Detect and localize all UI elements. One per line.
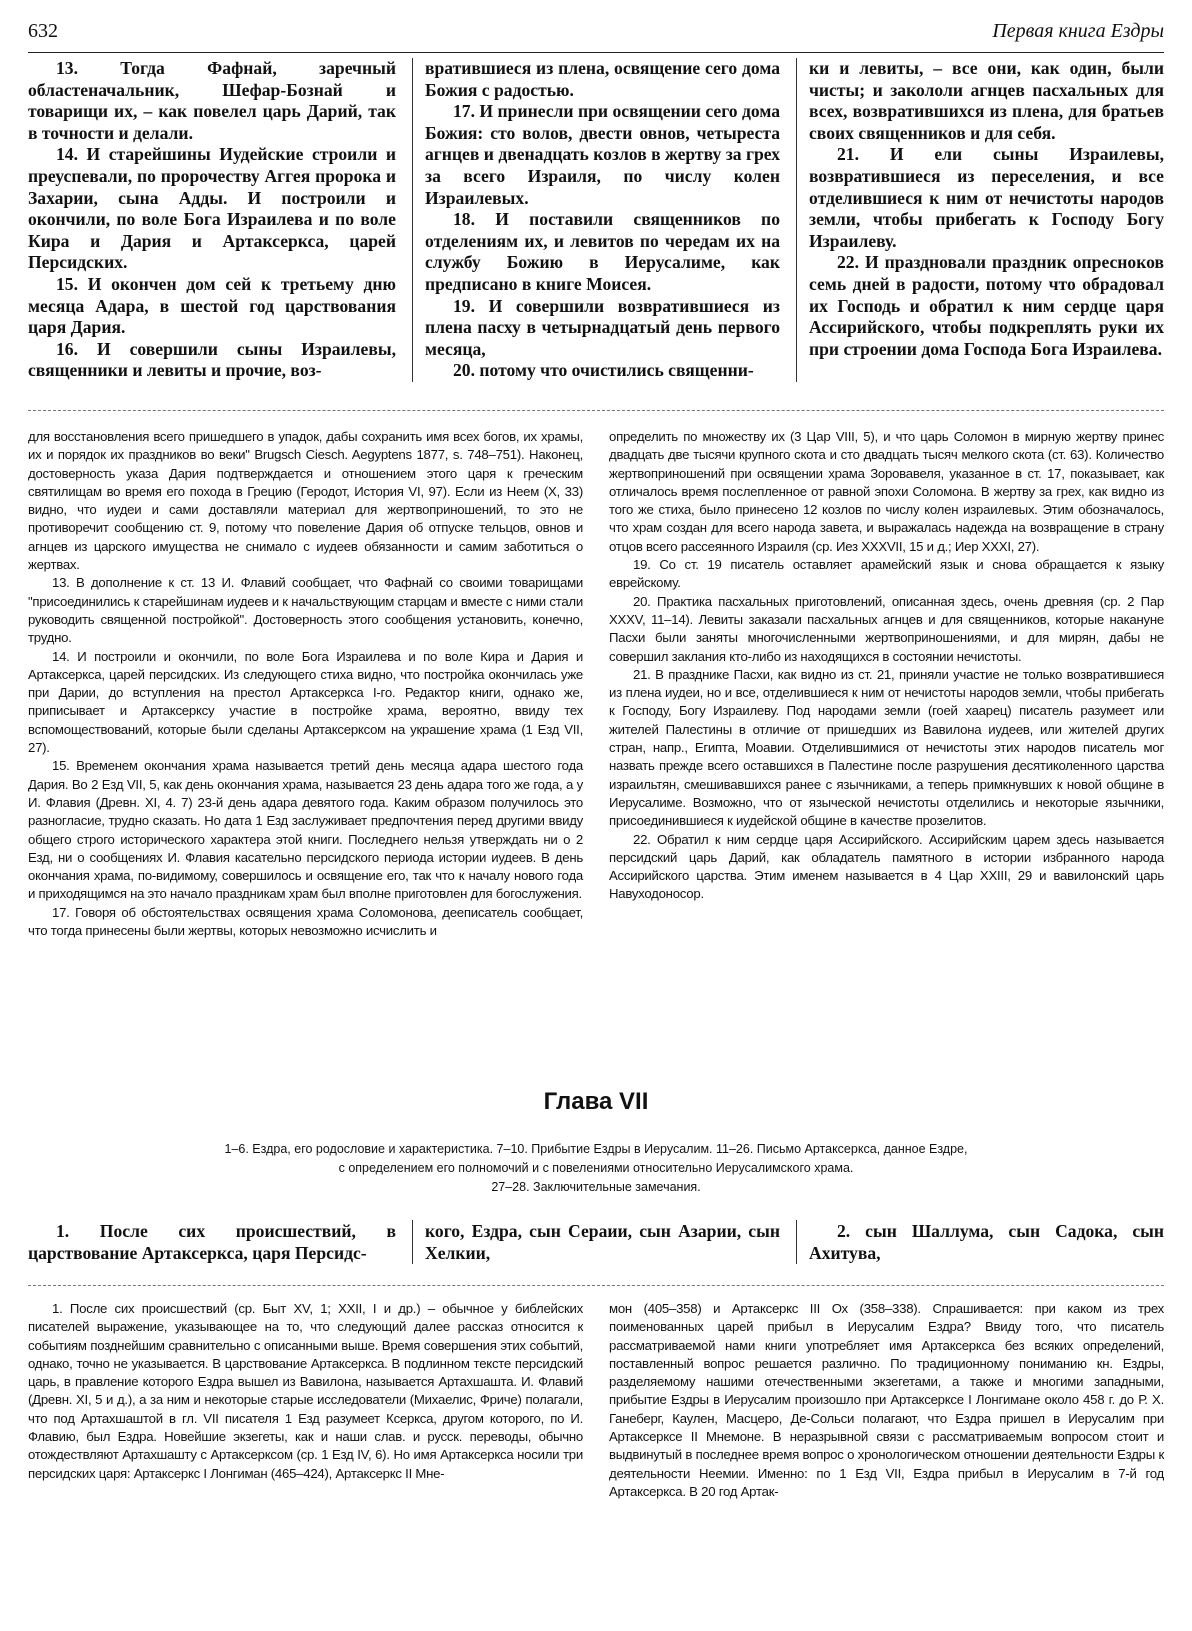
bible-text-block	[28, 58, 1164, 382]
commentary-paragraph: мон (405–358) и Артаксеркс III Ох (358–338). Спрашивается: при каком из трех поименованных царей прибыл в Иерусалим Ездра? Ввиду того, что писатель рассматриваемой нами книги употребляет имя Артаксеркса без всяких определений, поставленный вопрос решается различно. По традиционному пониманию кн. Ездры, разделяемому нашими отечественными экзегетами, а также и многими западными, прибытие Ездры в Иерусалим произошло при Артаксерксе I Лонгимане около 458 г. до Р. Х. Ганеберг, Каулен, Масцеро, Де-Сольси полагают, что Ездра пришел в Иерусалим при Артаксерксе II Мнемоне. В неразрывной связи с рассматриваемым вопросом стоит и выдвинутый в последнее время вопрос о хронологическом отношении деятельности Ездры к деятельности Неемии. Именно: по 1 Езд VII, Ездра прибыл в Иерусалим в 7-й год Артаксеркса. В 20 год Артак-	[609, 1301, 1164, 1499]
chapter-title: Глава VII	[543, 1088, 649, 1115]
commentary-column-right	[609, 428, 1164, 940]
commentary-block-1	[28, 428, 1164, 940]
commentary-paragraph: 19. Со ст. 19 писатель оставляет арамейский язык и снова обращается к языку еврейскому.	[609, 557, 1164, 591]
verse-paragraph: 1. После сих происшествий, в царствование Артаксеркса, царя Персидс-	[28, 1221, 396, 1263]
commentary-paragraph: 20. Практика пасхальных приготовлений, описанная здесь, очень древняя (ср. 2 Пар XXXV, 11–14). Левиты заказали пасхальных агнцев и для священников, которые накануне Пасхи были заняты многочисленными жертвоприношениями, и для мирян, дабы не совершил заклания кто-либо из находящихся в состоянии нечистоты.	[609, 593, 1164, 664]
commentary-column-left	[28, 1300, 583, 1501]
verse-paragraph: 18. И поставили священников по отделениям их, и левитов по чередам их на службу Божию в Иерусалиме, как предписано в книге Моисея.	[425, 209, 780, 294]
verse-paragraph: 17. И принесли при освящении сего дома Божия: сто волов, двести овнов, четыреста агнцев и двенадцать козлов в жертву за грех за всего Израиля, по числу колен Израилевых.	[425, 101, 780, 208]
commentary-paragraph: 15. Временем окончания храма называется третий день месяца адара шестого года Дария. Во 2 Езд VII, 5, как день окончания храма, называется 23 день адара того же года, а у И. Флавия (Древн. XI, 4. 7) 23-й день адара девятого года. Каким образом получилось это разногласие, трудно сказать. Но дата 1 Езд заслуживает предпочтения перед другими ввиду общего строго исторического характера этой книги. Последнего нельзя утверждать ни о 2 Езд, ни о сообщениях И. Флавия касательно персидского периода истории иудеев. В день окончания храма, по-видимому, совершилось и освящение его, так что к началу нового года и приходящимся на это начало праздникам храм был вполне приготовлен для богослужения.	[28, 758, 583, 902]
verse-paragraph: 13. Тогда Фафнай, заречный областеначальник, Шефар-Бознай и товарищи их, – как повелел царь Дарий, так в точности и делали.	[28, 58, 396, 143]
commentary-paragraph: для восстановления всего пришедшего в упадок, дабы сохранить имя всех богов, их храмы, их и порядок их праздников во веки" Brugsch Ciesch. Aegyptens 1877, s. 748–751). Наконец, достоверность указа Дария подтверждается и отношением этого царя к греческим святилищам во время его похода в Грецию (Геродот, История VI, 97). Если из Неем (X, 33) видно, что иудеи и сами доставляли материал для жертвоприношений, то это не противоречит сообщению ст. 9, потому что повеление Дария об отпуске тельцов, овнов и агнцев из царского имущества не снимало с иудеев обязанности и самим заботиться о жертвах.	[28, 429, 583, 573]
bible-column-3	[796, 1220, 1164, 1264]
verse-paragraph: кого, Ездра, сын Сераии, сын Азарии, сын Хелкии,	[425, 1221, 780, 1263]
verse-paragraph: вратившиеся из плена, освящение сего дома Божия с радостью.	[425, 58, 780, 100]
commentary-paragraph: 22. Обратил к ним сердце царя Ассирийского. Ассирийским царем здесь называется персидский царь Дарий, как обладатель памятного в истории избранного народа Ассирийского царства. Этим именем называется в 4 Цар XXIII, 29 и вавилонский царь Навуходоносор.	[609, 831, 1164, 902]
verse-paragraph: 21. И ели сыны Израилевы, возвратившиеся из переселения, и все отделившиеся к ним от нечистоты народов земли, чтобы прибегать к Господу Богу Израилеву.	[809, 144, 1164, 251]
commentary-paragraph: 21. В празднике Пасхи, как видно из ст. 21, приняли участие не только возвратившиеся из плена иудеи, но и все, отделившиеся к ним от нечистоты народов земли, чтобы прибегать к Господу, Богу Израилеву. Под народами земли (гоей хаарец) писатель разумеет или жителей Палестины в отличие от пришедших из Вавилона иудеев, или жителей других стран, напр., Египта, Моавии. Отделившимися от нечистоты этих народов писатель мог назвать прежде всего оставшихся в Палестине после разрушения десятиколенного царства израильтян, смешивавшихся ранее с язычниками, а теперь примкнувших к новой общине в Иерусалиме. Возможно, что от языческой нечистоты отделились и некоторые язычники, присоединившиеся к иудейской общине в качестве прозелитов.	[609, 666, 1164, 829]
verse-paragraph: 2. сын Шаллума, сын Садока, сын Ахитува,	[809, 1221, 1164, 1263]
bible-column-1	[28, 1220, 396, 1264]
verse-paragraph: 14. И старейшины Иудейские строили и преуспевали, по пророчеству Аггея пророка и Захарии, сына Адды. И построили и окончили, по воле Бога Израилева и по воле Кира и Дария и Артаксеркса, царей Персидских.	[28, 144, 396, 273]
commentary-column-left	[28, 428, 583, 940]
running-title: Первая книга Ездры	[992, 20, 1164, 42]
summary-line: с определением его полномочий и с повелениями относительно Иерусалимского храма.	[338, 1161, 854, 1175]
commentary-paragraph: 1. После сих происшествий (ср. Быт XV, 1; XXII, I и др.) – обычное у библейских писателей выражение, указывающее на то, что следующий далее рассказ относится к событиям позднейшим сравнительно с описанными выше. Время совершения этих событий, однако, точно не указывается. В царствование Артаксеркса. В подлинном тексте персидский царь, в правление которого Ездра вышел из Вавилона, называется Артахшашта. И. Флавий (Древн. XI, 5 и д.), а за ним и некоторые старые исследователи (Михаелис, Фриче) полагали, что под Артахшаштой в гл. VII писателя 1 Езд разумеет Ксеркса, другом которого, по И. Флавию, был Ездра. Новейшие экзегеты, как и наши слав. и русск. переводы, обычно отождествляют Артахшашту с Артаксерксом (ср. 1 Езд IV, 6). Но имя Артаксеркса носили три персидских царя: Артаксеркс I Лонгиман (465–424), Артаксеркс II Мне-	[28, 1301, 583, 1481]
commentary-paragraph: 17. Говоря об обстоятельствах освящения храма Соломонова, дееписатель сообщает, что тогда принесены были жертвы, которых невозможно исчислить и	[28, 904, 583, 939]
summary-line: 27–28. Заключительные замечания.	[491, 1180, 701, 1194]
commentary-column-right	[609, 1300, 1164, 1501]
commentary-block-2	[28, 1300, 1164, 1501]
bible-text-block-2	[28, 1220, 1164, 1264]
bible-column-2	[412, 1220, 780, 1264]
commentary-paragraph: определить по множеству их (3 Цар VIII, 5), и что царь Соломон в мирную жертву принес двадцать две тысячи крупного скота и сто двадцать тысяч мелкого скота (ст. 63). Количество жертвоприношений при освящении храма Зоровавеля, указанное в ст. 17, показывает, как отличалось время послепленное от равной эпохи Соломона. В жертву за грех, как видно из того же стиха, было принесено 12 козлов по числу колен израилевых. Этим обозначалось, что храм создан для всего народа завета, и выражалась надежда на возвращение в страну отцов всего рассеянного Израиля (ср. Иез XXXVII, 15 и д.; Иер XXXI, 27).	[609, 429, 1164, 554]
bible-column-3	[796, 58, 1164, 382]
bible-column-1	[28, 58, 396, 382]
page-number: 632	[28, 20, 58, 42]
summary-line: 1–6. Ездра, его родословие и характеристика. 7–10. Прибытие Ездры в Иерусалим. 11–26. Письмо Артаксеркса, данное Ездре,	[224, 1142, 968, 1156]
section-divider	[28, 410, 1164, 411]
verse-paragraph: 16. И совершили сыны Израилевы, священники и левиты и прочие, воз-	[28, 338, 396, 381]
page-header	[28, 18, 1164, 53]
verse-paragraph: 20. потому что очистились священни-	[453, 360, 754, 381]
commentary-paragraph: 14. И построили и окончили, по воле Бога Израилева и по воле Кира и Дария и Артаксеркса, царей персидских. Из следующего стиха видно, что постройка окончилась уже при Дарии, до вступления на престол Артаксеркса I-го. Редактор книги, однако же, приписывает и Артаксерксу участие в постройке храма, вероятно, ввиду тех вспомоществований, которые были сделаны Артаксерксом на украшение храма (1 Езд VII, 27).	[28, 648, 583, 756]
chapter-summary	[120, 1140, 1072, 1197]
verse-paragraph: 22. И праздновали праздник опресноков семь дней в радости, потому что обрадовал их Господь и обратил к ним сердце царя Ассирийского, чтобы подкреплять руки их при строении дома Господа Бога Израилева.	[809, 252, 1164, 359]
bible-column-2	[412, 58, 780, 382]
verse-paragraph: 19. И совершили возвратившиеся из плена пасху в четырнадцатый день первого месяца,	[425, 295, 780, 359]
verse-paragraph: ки и левиты, – все они, как один, были чисты; и закололи агнцев пасхальных для всех, возвратившихся из плена, для братьев своих священников и для себя.	[809, 58, 1164, 143]
verse-paragraph: 15. И окончен дом сей к третьему дню месяца Адара, в шестой год царствования царя Дария.	[28, 273, 396, 338]
section-divider-2	[28, 1285, 1164, 1286]
commentary-paragraph: 13. В дополнение к ст. 13 И. Флавий сообщает, что Фафнай со своими товарищами "присоединились к старейшинам иудеев и к начальствующим старцам и вместе с ними стали руководить священной постройкой". Достоверность этого сообщения установить, конечно, трудно.	[28, 575, 583, 646]
